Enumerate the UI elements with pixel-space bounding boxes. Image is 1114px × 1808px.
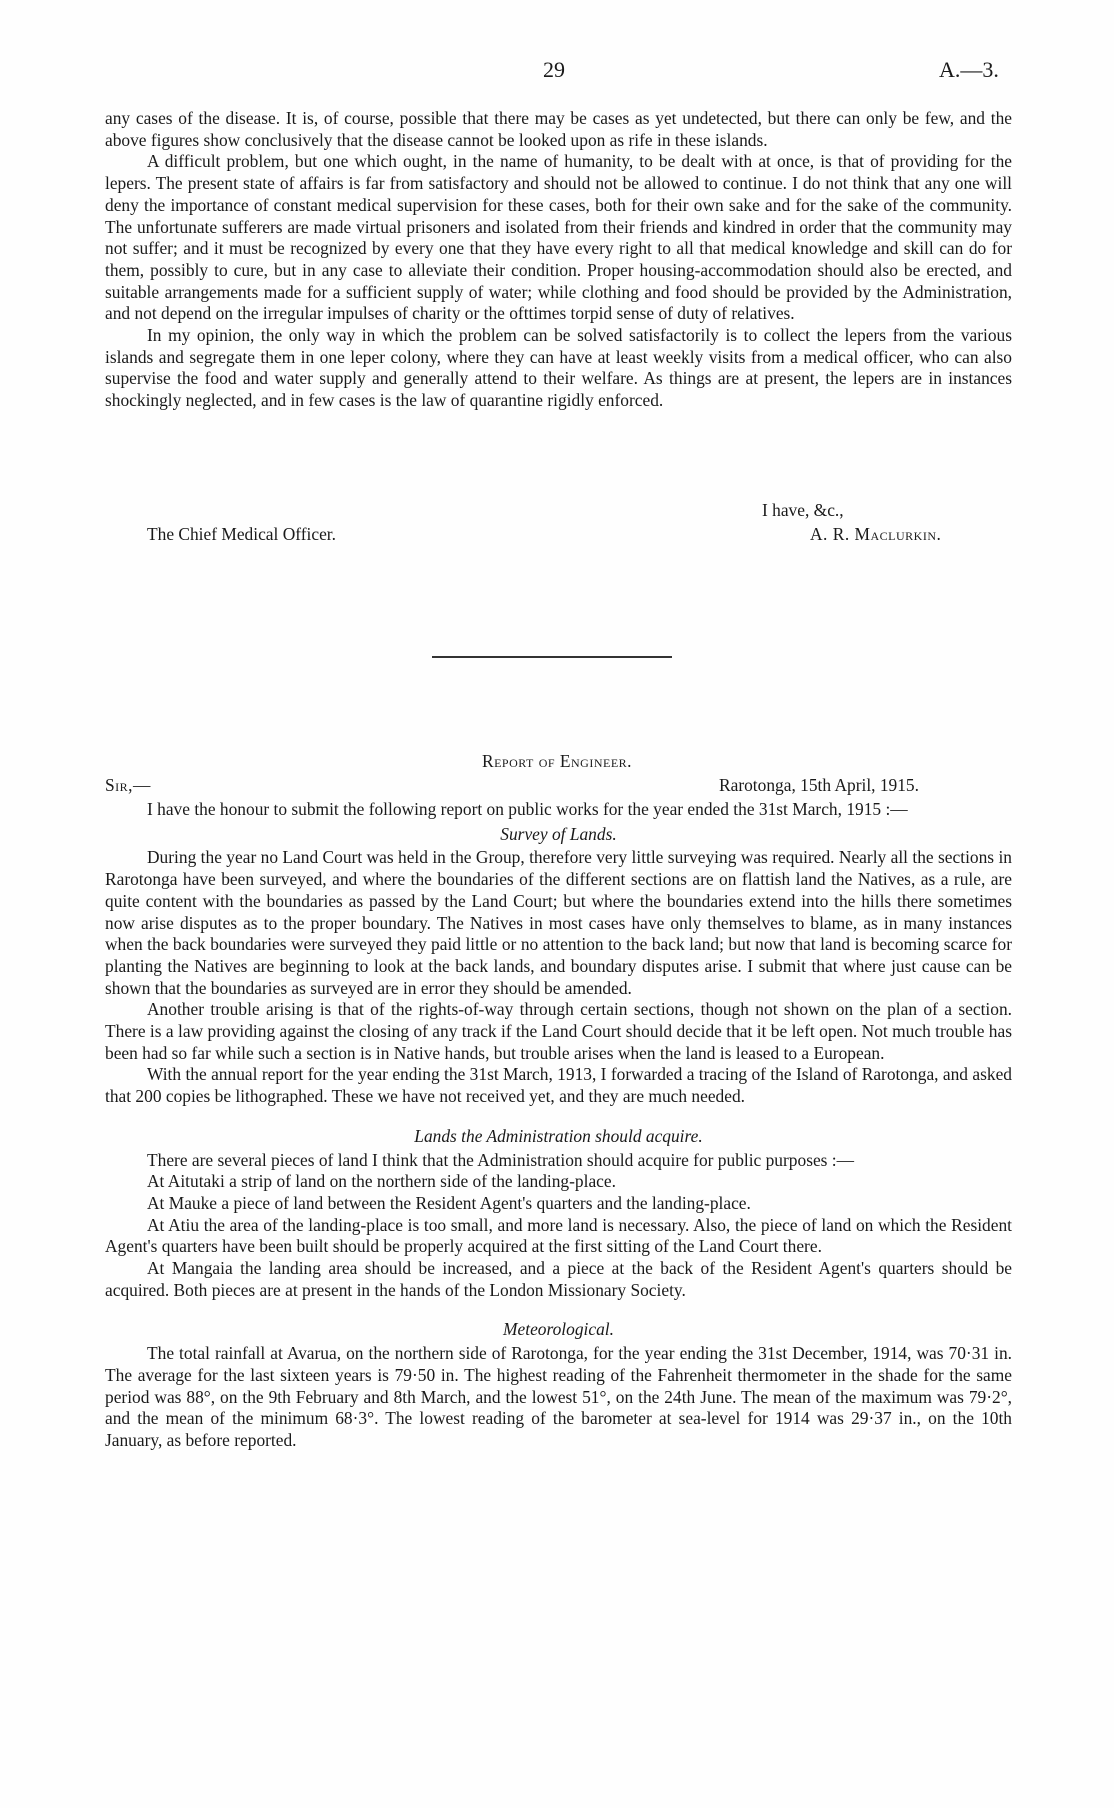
paragraph: The total rainfall at Avarua, on the northern side of Rarotonga, for the year ending the 31st December, 1914, was 70·31 in. The average for the last sixteen years is 79·50 in. The highest reading of the Fahrenheit thermometer in the shade for the same period was 88°, on the 9th February and 8th March, and the lowest 51°, on the 24th June. The mean of the maximum was 79·2°, and the mean of the minimum 68·3°. The lowest reading of the barometer at sea-level for 1914 was 29·37 in., on the 10th January, as before reported. bbox=[105, 1343, 1012, 1450]
letter-signature: A. R. Maclurkin. bbox=[810, 524, 942, 544]
report-title: Report of Engineer. bbox=[481, 751, 633, 771]
section-heading: Lands the Administration should acquire. bbox=[414, 1125, 703, 1146]
paragraph: At Atiu the area of the landing-place is too small, and more land is necessary. Also, the piece of land on which the Resident Agent's quarters have been built should be properly acquired at the first sitting of the Land Court there. bbox=[105, 1214, 1012, 1257]
engineer-report-body bbox=[105, 799, 1012, 1452]
salutation: Sir,— bbox=[105, 775, 151, 795]
medical-letter-body bbox=[105, 108, 1012, 412]
paragraph: At Mauke a piece of land between the Resident Agent's quarters and the landing-place. bbox=[147, 1192, 751, 1213]
paragraph: A difficult problem, but one which ought, in the name of humanity, to be dealt with at once, is that of providing for the lepers. The present state of affairs is far from satisfactory and should not be allowed to continue. I do not think that any one will deny the importance of constant medical supervision for these cases, both for their own sake and for the sake of the community. The unfortunate sufferers are made virtual prisoners and isolated from their friends and kindred in order that the community may not suffer; and it must be recognized by every one that they have every right to all that medical knowledge and skill can do for them, possibly to cure, but in any case to alleviate their condition. Proper housing-accommodation should also be erected, and suitable arrangements made for a sufficient supply of water; while clothing and food should be provided by the Administration, and not depend on the irregular impulses of charity or the ofttimes torpid sense of duty of relatives. bbox=[105, 151, 1012, 324]
letter-closing: I have, &c., bbox=[762, 500, 844, 520]
paragraph: Another trouble arising is that of the rights-of-way through certain sections, though not shown on the plan of a section. There is a law providing against the closing of any track if the Land Court should decide that it be left open. Not much trouble has been had so far while such a section is in Native hands, but trouble arises when the land is leased to a European. bbox=[105, 999, 1012, 1063]
paragraph: In my opinion, the only way in which the problem can be solved satisfactorily is to collect the lepers from the various islands and segregate them in one leper colony, where they can have at least weekly visits from a medical officer, who can also supervise the food and water supply and generally attend to their welfare. As things are at present, the lepers are in instances shockingly neglected, and in few cases is the law of quarantine rigidly enforced. bbox=[105, 325, 1012, 411]
section-divider bbox=[432, 656, 672, 658]
report-intro: I have the honour to submit the following report on public works for the year ended the 31st March, 1915 :— bbox=[147, 799, 908, 819]
paragraph: any cases of the disease. It is, of course, possible that there may be cases as yet undetected, but there can only be few, and the above figures show conclusively that the disease cannot be looked upon as rife in these islands. bbox=[105, 108, 1012, 150]
paragraph: At Mangaia the landing area should be increased, and a piece at the back of the Resident Agent's quarters should be acquired. Both pieces are at present in the hands of the London Missionary Society. bbox=[105, 1258, 1012, 1300]
paragraph: There are several pieces of land I think that the Administration should acquire for public purposes :— bbox=[147, 1149, 855, 1170]
paragraph: At Aitutaki a strip of land on the northern side of the landing-place. bbox=[147, 1171, 616, 1192]
section-heading: Meteorological. bbox=[503, 1319, 614, 1340]
document-reference: A.—3. bbox=[939, 57, 999, 82]
letter-addressee: The Chief Medical Officer. bbox=[147, 524, 336, 544]
paragraph: During the year no Land Court was held in the Group, therefore very little surveying was required. Nearly all the sections in Rarotonga have been surveyed, and where the boundaries of the different sections are on flattish land the Natives, as a rule, are quite content with the boundaries as passed by the Land Court; but where the boundaries extend into the hills there sometimes now arise disputes as to the proper boundary. The Natives in most cases have only themselves to blame, as in many instances when the back boundaries were surveyed they paid little or no attention to the back land; but now that land is becoming scarce for planting the Natives are beginning to look at the back lands, and boundary disputes arise. I submit that where just cause can be shown that the boundaries as surveyed are in error they should be amended. bbox=[105, 847, 1012, 998]
section-heading: Survey of Lands. bbox=[500, 823, 617, 844]
place-date: Rarotonga, 15th April, 1915. bbox=[719, 775, 919, 795]
page-number: 29 bbox=[543, 57, 565, 82]
paragraph: With the annual report for the year ending the 31st March, 1913, I forwarded a tracing of the Island of Rarotonga, and asked that 200 copies be lithographed. These we have not received yet, and they are much needed. bbox=[105, 1064, 1012, 1107]
